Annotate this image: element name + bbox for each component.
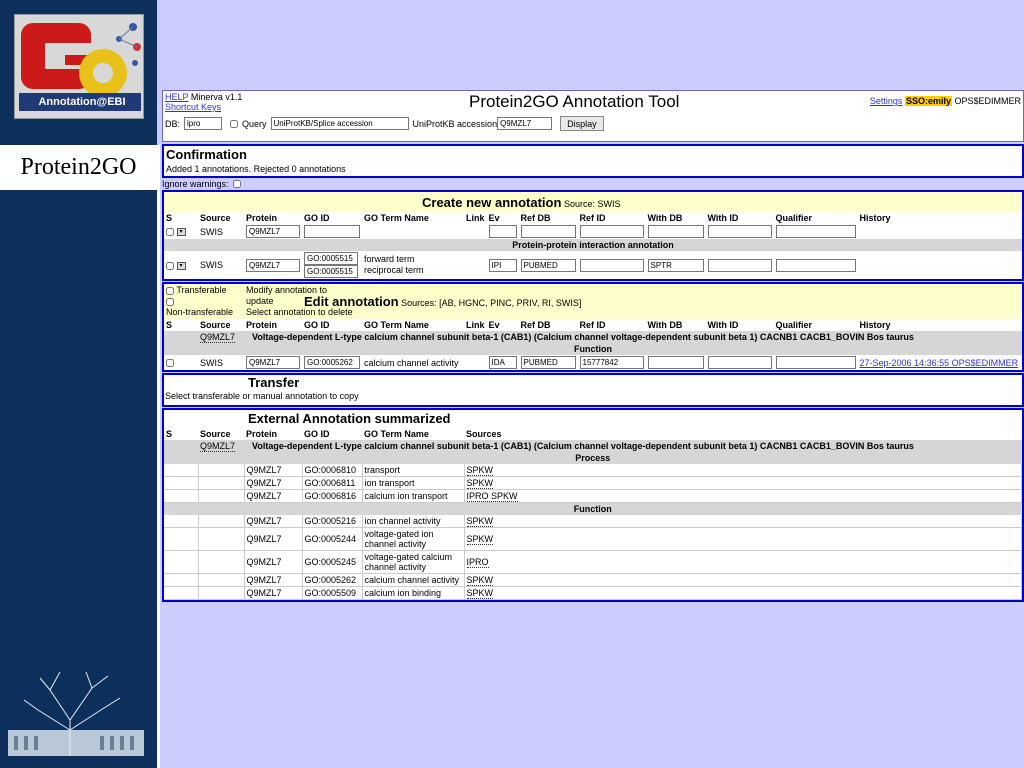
- external-row-protein: Q9MZL7: [246, 516, 282, 526]
- col-history: History: [859, 320, 891, 330]
- external-row-term: calcium ion transport: [364, 491, 448, 501]
- external-row-term: voltage-gated calcium channel activity: [364, 552, 453, 572]
- transfer-message: Select transferable or manual annotation to copy: [165, 391, 359, 401]
- col-withid: With ID: [707, 320, 739, 330]
- dropdown-icon[interactable]: ▾: [177, 228, 186, 236]
- transfer-section: [162, 373, 1024, 407]
- create-qualifier-input[interactable]: [776, 225, 856, 238]
- external-row-term: ion transport: [364, 478, 415, 488]
- external-row: [164, 464, 1022, 477]
- col-qualifier: Qualifier: [775, 213, 813, 223]
- external-row-protein: Q9MZL7: [246, 557, 282, 567]
- external-row-sources[interactable]: IPRO: [466, 557, 489, 567]
- settings-link[interactable]: Settings: [869, 96, 903, 106]
- db-input[interactable]: [184, 117, 222, 130]
- query-label: Query: [242, 118, 267, 129]
- external-protein-link[interactable]: Q9MZL7: [200, 441, 236, 451]
- tree-building-image: [0, 660, 157, 768]
- external-row-goid: GO:0005509: [304, 588, 357, 598]
- query-type-input[interactable]: [271, 117, 409, 130]
- external-row-term: ion channel activity: [364, 516, 441, 526]
- external-row: [164, 515, 1022, 528]
- external-row-goid: GO:0006810: [304, 465, 357, 475]
- external-row-protein: Q9MZL7: [246, 534, 282, 544]
- col-ev: Ev: [488, 320, 500, 330]
- create-annotation-section: [162, 190, 1024, 281]
- function-header: Function: [164, 503, 1022, 516]
- external-row-term: calcium channel activity: [364, 575, 460, 585]
- create-title: Create new annotation: [422, 194, 562, 210]
- external-row-sources[interactable]: SPKW: [466, 575, 494, 585]
- col-s: S: [166, 320, 173, 330]
- user-label: OPS$EDIMMER: [954, 96, 1021, 106]
- external-row-goid: GO:0005245: [304, 557, 357, 567]
- ppi-protein-input[interactable]: [246, 259, 300, 272]
- col-goid: GO ID: [304, 213, 330, 223]
- modify-label: Modify annotation to: [246, 285, 328, 295]
- external-row-protein: Q9MZL7: [246, 491, 282, 501]
- col-source: Source: [200, 320, 231, 330]
- header-bar: [162, 90, 1024, 142]
- external-row-sources[interactable]: SPKW: [466, 588, 494, 598]
- create-goid-input[interactable]: [304, 225, 360, 238]
- external-row-sources[interactable]: SPKW: [466, 534, 494, 544]
- col-withdb: With DB: [647, 320, 683, 330]
- forward-term: forward term: [364, 254, 415, 264]
- col-link: Link: [466, 213, 485, 223]
- create-withdb-input[interactable]: [648, 225, 704, 238]
- confirmation-section: [162, 144, 1024, 178]
- ppi-ev-input[interactable]: [489, 259, 517, 272]
- ppi-goid-forward-input[interactable]: [304, 252, 358, 265]
- external-row: [164, 477, 1022, 490]
- create-refid-input[interactable]: [580, 225, 644, 238]
- edit-sources: Sources: [AB, HGNC, PINC, PRIV, RI, SWIS]: [401, 298, 582, 308]
- external-row-protein: Q9MZL7: [246, 588, 282, 598]
- create-row-checkbox[interactable]: [166, 228, 174, 236]
- edit-annotation-section: [162, 282, 1024, 372]
- external-title: External Annotation summarized: [248, 411, 451, 426]
- shortcut-keys-link[interactable]: Shortcut Keys: [165, 102, 222, 112]
- edit-ev-input[interactable]: [489, 356, 517, 369]
- reciprocal-term: reciprocal term: [364, 265, 424, 275]
- col-refid: Ref ID: [579, 213, 606, 223]
- external-row-sources[interactable]: SPKW: [466, 478, 494, 488]
- ignore-warnings-checkbox[interactable]: [233, 180, 241, 188]
- external-row-protein: Q9MZL7: [246, 575, 282, 585]
- edit-protein-input[interactable]: [246, 356, 300, 369]
- logo-panel: [0, 0, 160, 145]
- col-refdb: Ref DB: [520, 320, 551, 330]
- edit-row: [164, 355, 1022, 370]
- non-transferable-checkbox[interactable]: [166, 298, 174, 306]
- col-history: History: [859, 213, 891, 223]
- ppi-withid-input[interactable]: [708, 259, 772, 272]
- go-logo: [14, 14, 144, 119]
- col-s: S: [166, 429, 173, 439]
- ppi-goid-reciprocal-input[interactable]: [304, 265, 358, 278]
- ppi-row-checkbox[interactable]: [166, 262, 174, 270]
- ppi-header: Protein-protein interaction annotation: [164, 239, 1022, 251]
- ppi-source: SWIS: [200, 260, 224, 270]
- confirmation-message: Added 1 annotations. Rejected 0 annotations: [166, 164, 346, 174]
- ppi-refid-input[interactable]: [580, 259, 644, 272]
- external-row-sources[interactable]: IPRO SPKW: [466, 491, 518, 501]
- external-row: [164, 574, 1022, 587]
- col-qualifier: Qualifier: [775, 320, 813, 330]
- edit-refid-input[interactable]: [580, 356, 644, 369]
- col-goid: GO ID: [304, 429, 330, 439]
- db-label: DB:: [165, 118, 181, 129]
- create-protein-input[interactable]: [246, 225, 300, 238]
- select-delete-label: Select annotation to delete: [246, 307, 353, 317]
- external-row-term: calcium ion binding: [364, 588, 442, 598]
- app-main: [162, 90, 1024, 602]
- external-annotation-section: [162, 408, 1024, 602]
- create-row: [164, 224, 1022, 239]
- external-row: [164, 551, 1022, 574]
- col-term: GO Term Name: [364, 320, 429, 330]
- page-title: Protein2GO Annotation Tool: [469, 92, 680, 111]
- ppi-row: [164, 251, 1022, 279]
- brand-title: Protein2GO: [0, 145, 157, 190]
- sso-badge: SSO:emily: [905, 96, 951, 106]
- external-row-term: transport: [364, 465, 401, 475]
- create-refdb-input[interactable]: [521, 225, 576, 238]
- col-refdb: Ref DB: [520, 213, 551, 223]
- external-row-goid: GO:0005244: [304, 534, 357, 544]
- external-row-goid: GO:0006811: [304, 478, 356, 488]
- edit-term: calcium channel activity: [364, 357, 459, 368]
- non-transferable-label: Non-transferable: [166, 307, 234, 317]
- confirmation-title: Confirmation: [166, 147, 247, 162]
- edit-goid-input[interactable]: [304, 356, 360, 369]
- edit-refdb-input[interactable]: [521, 356, 576, 369]
- col-protein: Protein: [246, 320, 278, 330]
- edit-aspect-header: Function: [164, 343, 1022, 355]
- col-sources: Sources: [466, 429, 502, 439]
- edit-withdb-input[interactable]: [648, 356, 704, 369]
- create-withid-input[interactable]: [708, 225, 772, 238]
- col-link: Link: [466, 320, 485, 330]
- sidebar: [0, 0, 160, 768]
- create-ev-input[interactable]: [489, 225, 517, 238]
- create-row-source: SWIS: [200, 226, 224, 237]
- external-protein-desc: Voltage-dependent L-type calcium channel subunit beta-1 (CAB1) (Calcium channel voltage-dependent subunit beta 1) CACNB1 CACB1_BOVIN Bos taurus: [252, 441, 914, 451]
- external-row-sources[interactable]: SPKW: [466, 465, 494, 475]
- col-s: S: [166, 213, 173, 223]
- display-button[interactable]: Display: [560, 116, 604, 131]
- col-protein: Protein: [246, 213, 278, 223]
- edit-row-checkbox[interactable]: [166, 359, 174, 367]
- external-row-goid: GO:0005262: [304, 575, 357, 585]
- edit-row-source: SWIS: [200, 357, 224, 368]
- external-row: [164, 528, 1022, 551]
- col-source: Source: [200, 429, 231, 439]
- col-protein: Protein: [246, 429, 278, 439]
- external-row-term: voltage-gated ion channel activity: [364, 529, 434, 549]
- create-source: Source: SWIS: [563, 198, 621, 209]
- external-row-sources[interactable]: SPKW: [466, 516, 494, 526]
- accession-input[interactable]: [497, 117, 552, 130]
- col-withdb: With DB: [647, 213, 683, 223]
- transferable-checkbox[interactable]: [166, 287, 174, 295]
- edit-protein-link[interactable]: Q9MZL7: [200, 332, 236, 342]
- external-row: [164, 490, 1022, 503]
- col-source: Source: [200, 213, 231, 223]
- logo-text: Annotation@EBI: [38, 96, 126, 108]
- col-term: GO Term Name: [364, 213, 429, 223]
- col-withid: With ID: [707, 213, 739, 223]
- col-goid: GO ID: [304, 320, 330, 330]
- help-link[interactable]: HELP: [165, 92, 189, 102]
- dropdown-icon[interactable]: ▾: [177, 262, 186, 270]
- accession-label: UniProtKB accession: [412, 118, 498, 129]
- edit-title: Edit annotation: [304, 294, 399, 309]
- transfer-title: Transfer: [248, 375, 300, 390]
- ppi-withdb-input[interactable]: [648, 259, 704, 272]
- ppi-refdb-input[interactable]: [521, 259, 576, 272]
- edit-withid-input[interactable]: [708, 356, 772, 369]
- query-checkbox[interactable]: [230, 120, 238, 128]
- external-row: [164, 587, 1022, 600]
- col-term: GO Term Name: [364, 429, 429, 439]
- external-row-protein: Q9MZL7: [246, 465, 282, 475]
- transferable-label: Transferable: [176, 285, 227, 295]
- edit-qualifier-input[interactable]: [776, 356, 856, 369]
- external-row-protein: Q9MZL7: [246, 478, 282, 488]
- version-label: Minerva v1.1: [190, 92, 243, 102]
- update-label: update: [246, 296, 274, 306]
- process-header: Process: [164, 452, 1022, 464]
- col-refid: Ref ID: [579, 320, 606, 330]
- external-row-goid: GO:0005216: [304, 516, 357, 526]
- edit-history-link[interactable]: 27-Sep-2006 14:36:55 OPS$EDIMMER: [859, 357, 1019, 368]
- edit-protein-desc: Voltage-dependent L-type calcium channel subunit beta-1 (CAB1) (Calcium channel voltage-dependent subunit beta 1) CACNB1 CACB1_BOVIN Bos taurus: [252, 332, 914, 342]
- ppi-qualifier-input[interactable]: [776, 259, 856, 272]
- external-row-goid: GO:0006816: [304, 491, 357, 501]
- ignore-warnings-label: Ignore warnings:: [162, 179, 229, 189]
- col-ev: Ev: [488, 213, 500, 223]
